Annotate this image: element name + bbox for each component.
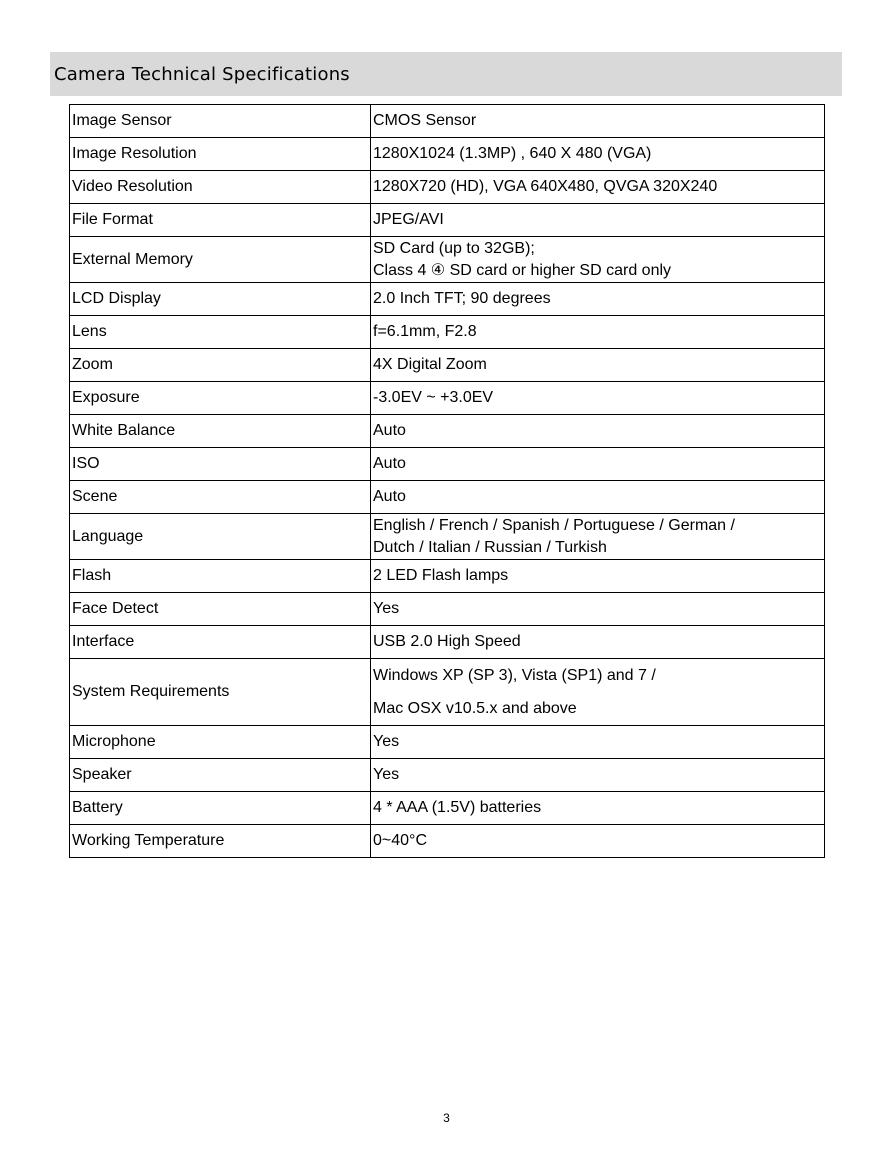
spec-label: Lens [70, 316, 371, 349]
spec-label: ISO [70, 448, 371, 481]
spec-label: File Format [70, 204, 371, 237]
spec-value-line: CMOS Sensor [373, 112, 477, 129]
spec-value-line: SD Card (up to 32GB); [373, 239, 535, 257]
spec-label: Image Resolution [70, 138, 371, 171]
spec-label: Exposure [70, 382, 371, 415]
spec-row [70, 726, 825, 759]
spec-row [70, 415, 825, 448]
spec-row [70, 382, 825, 415]
spec-value [371, 514, 825, 560]
spec-value [371, 759, 825, 792]
spec-label: External Memory [70, 237, 371, 283]
specifications-table [69, 104, 825, 858]
spec-value-line: Dutch / Italian / Russian / Turkish [373, 538, 607, 556]
spec-value [371, 659, 825, 726]
spec-label: System Requirements [70, 659, 371, 726]
spec-value [371, 105, 825, 138]
spec-value-line: 0~40°C [373, 832, 427, 849]
spec-value-line: 1280X1024 (1.3MP) , 640 X 480 (VGA) [373, 145, 652, 162]
spec-value [371, 481, 825, 514]
spec-value [371, 560, 825, 593]
spec-value-line: JPEG/AVI [373, 211, 444, 228]
spec-label: Microphone [70, 726, 371, 759]
spec-value [371, 415, 825, 448]
spec-row [70, 593, 825, 626]
spec-value-line: Yes [373, 766, 400, 783]
section-header [50, 52, 842, 96]
spec-value-line: Class 4 ④ SD card or higher SD card only [373, 261, 672, 279]
specifications-table-body [70, 105, 825, 858]
spec-row [70, 448, 825, 481]
spec-row [70, 759, 825, 792]
spec-value-line: Auto [373, 488, 406, 505]
spec-label: Interface [70, 626, 371, 659]
spec-value-line: Windows XP (SP 3), Vista (SP1) and 7 / [373, 667, 656, 684]
spec-label: Scene [70, 481, 371, 514]
spec-row [70, 204, 825, 237]
spec-row [70, 171, 825, 204]
spec-row [70, 105, 825, 138]
spec-row [70, 283, 825, 316]
spec-value [371, 316, 825, 349]
spec-row [70, 825, 825, 858]
spec-row [70, 349, 825, 382]
spec-value [371, 792, 825, 825]
spec-label: Face Detect [70, 593, 371, 626]
spec-value [371, 626, 825, 659]
spec-label: Video Resolution [70, 171, 371, 204]
spec-value [371, 726, 825, 759]
spec-label: Zoom [70, 349, 371, 382]
spec-value [371, 204, 825, 237]
spec-value [371, 448, 825, 481]
spec-label: Language [70, 514, 371, 560]
spec-label: Battery [70, 792, 371, 825]
spec-label: Speaker [70, 759, 371, 792]
spec-value-line: 2.0 Inch TFT; 90 degrees [373, 290, 551, 307]
spec-value-line: English / French / Spanish / Portuguese / German / [373, 516, 735, 534]
spec-row [70, 138, 825, 171]
spec-value-line: -3.0EV ~ +3.0EV [373, 389, 494, 406]
spec-row [70, 626, 825, 659]
section-title: Camera Technical Specifications [54, 64, 350, 85]
page-number: 3 [443, 1111, 450, 1125]
spec-value [371, 593, 825, 626]
spec-row [70, 481, 825, 514]
spec-value [371, 138, 825, 171]
spec-value [371, 349, 825, 382]
spec-value-line: 1280X720 (HD), VGA 640X480, QVGA 320X240 [373, 178, 718, 195]
spec-label: White Balance [70, 415, 371, 448]
spec-value [371, 237, 825, 283]
spec-label: Image Sensor [70, 105, 371, 138]
spec-value-line: 4X Digital Zoom [373, 356, 487, 373]
spec-label: Working Temperature [70, 825, 371, 858]
spec-row [70, 237, 825, 283]
spec-value [371, 171, 825, 204]
spec-value-line: f=6.1mm, F2.8 [373, 323, 477, 340]
spec-value-line: Yes [373, 733, 400, 750]
spec-value [371, 825, 825, 858]
spec-row [70, 560, 825, 593]
spec-label: Flash [70, 560, 371, 593]
spec-value [371, 382, 825, 415]
spec-value-line: Mac OSX v10.5.x and above [373, 700, 577, 717]
spec-row [70, 514, 825, 560]
spec-row [70, 792, 825, 825]
spec-value-line: Auto [373, 455, 406, 472]
spec-row [70, 659, 825, 726]
spec-value [371, 283, 825, 316]
spec-value-line: 2 LED Flash lamps [373, 567, 509, 584]
spec-label: LCD Display [70, 283, 371, 316]
spec-value-line: 4 * AAA (1.5V) batteries [373, 799, 542, 816]
spec-value-line: Yes [373, 600, 400, 617]
spec-row [70, 316, 825, 349]
spec-value-line: USB 2.0 High Speed [373, 633, 521, 650]
spec-value-line: Auto [373, 422, 406, 439]
